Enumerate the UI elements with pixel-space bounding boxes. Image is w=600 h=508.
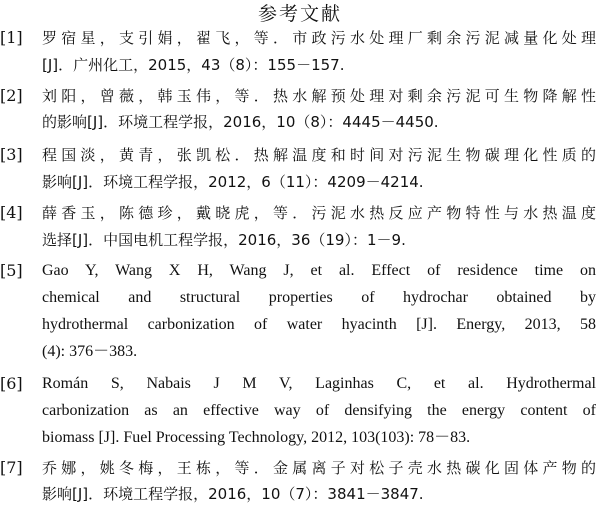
reference-line: Román S, Nabais J M V, Laginhas C, et al. Hydrothermal (42, 375, 596, 392)
reference-line: 程国淡，黄青，张凯松．热解温度和时间对污泥生物碳理化性质的 (42, 146, 596, 164)
reference-line: carbonization as an effective way of densifying the energy content of (42, 402, 596, 419)
reference-line: Gao Y, Wang X H, Wang J, et al. Effect of residence time on (42, 262, 596, 279)
reference-line: 罗宿星，支引娟，翟飞，等．市政污水处理厂剩余污泥减量化处理 (42, 29, 596, 47)
reference-line: biomass [J]. Fuel Processing Technology, 2012, 103(103): 78－83. (42, 429, 471, 446)
reference-line: (4): 376－383. (42, 343, 138, 360)
reference-number: [7] (0, 458, 23, 477)
reference-number: [1] (0, 28, 23, 47)
reference-line: [J]．广州化工，2015，43（8）：155－157. (42, 56, 345, 74)
reference-line: chemical and structural properties of hydrochar obtained by (42, 289, 596, 306)
reference-number: [2] (0, 86, 23, 105)
reference-line: 的影响[J]．环境工程学报，2016，10（8）：4445－4450. (42, 113, 439, 131)
reference-number: [4] (0, 203, 23, 222)
reference-line: 影响[J]．环境工程学报，2016，10（7）：3841－3847. (42, 485, 424, 503)
reference-line: 乔娜，姚冬梅，王栋，等．金属离子对松子壳水热碳化固体产物的 (42, 459, 596, 477)
page-title: 参考文献 (257, 3, 342, 25)
reference-line: 选择[J]．中国电机工程学报，2016，36（19）：1－9. (42, 231, 406, 249)
reference-number: [6] (0, 374, 23, 393)
reference-line: hydrothermal carbonization of water hyacinth [J]. Energy, 2013, 58 (42, 316, 596, 333)
reference-line: 薛香玉，陈德珍，戴晓虎，等．污泥水热反应产物特性与水热温度 (42, 204, 596, 222)
reference-line: 影响[J]．环境工程学报，2012，6（11）：4209－4214. (42, 173, 424, 191)
reference-number: [5] (0, 261, 23, 280)
reference-number: [3] (0, 145, 23, 164)
reference-line: 刘阳，曾薇，韩玉伟，等．热水解预处理对剩余污泥可生物降解性 (42, 87, 596, 105)
